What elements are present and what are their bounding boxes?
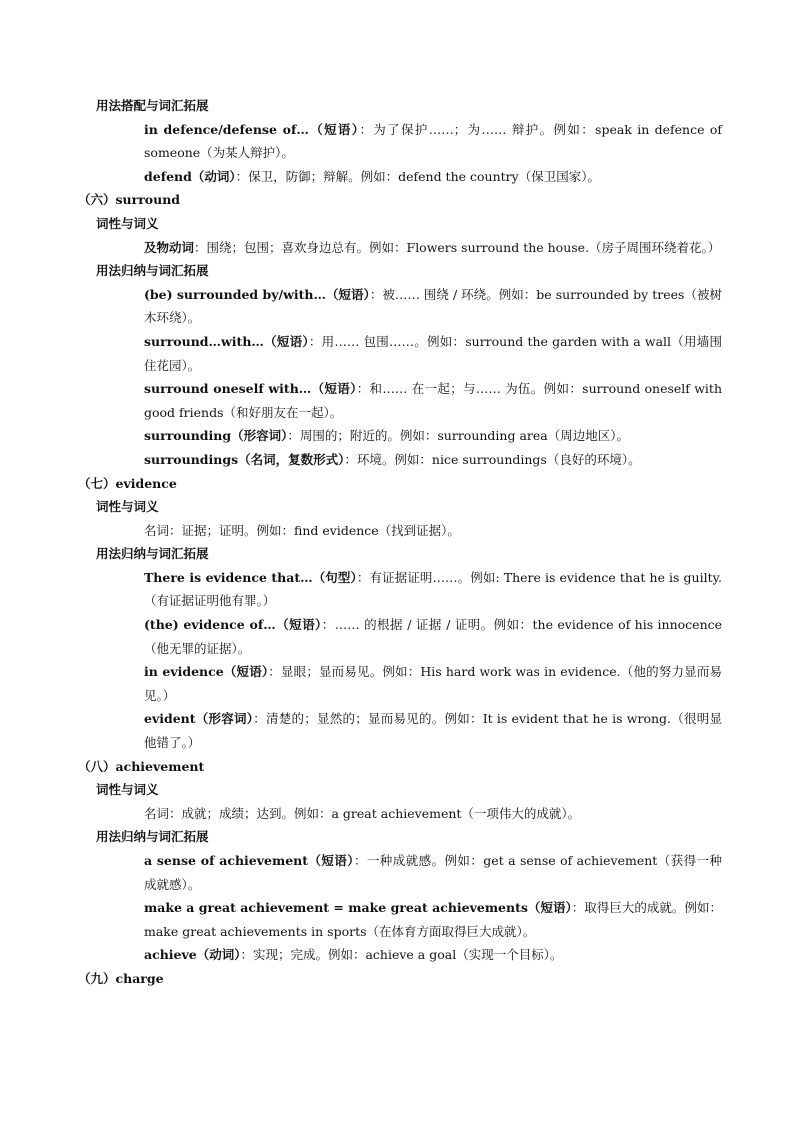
subsection-heading: 词性与词义: [96, 215, 159, 231]
entry-term: There is evidence that…（句型）: [144, 569, 357, 585]
entry-definition: ：和…… 在一起；与…… 为伍。例如：surround oneself with good friends（和好朋友在一起）。: [144, 381, 723, 420]
section-heading: （七）evidence: [78, 475, 177, 491]
entry-paragraph: [78, 943, 722, 967]
entry-paragraph: [78, 802, 722, 826]
entry-term: defend（动词）: [144, 168, 236, 184]
entry-paragraph: [78, 519, 722, 543]
subsection-heading: 用法归纳与词汇拓展: [96, 546, 209, 562]
entry-paragraph: [78, 330, 722, 377]
section-heading: （六）surround: [78, 192, 181, 208]
entry-paragraph: [78, 566, 722, 613]
entry-term: 及物动词: [144, 239, 195, 255]
section-heading: （九）charge: [78, 970, 164, 986]
entry-paragraph: [78, 849, 722, 896]
entry-paragraph: [78, 707, 722, 754]
entry-paragraph: [78, 283, 722, 330]
subsection-heading: 用法归纳与词汇拓展: [96, 829, 209, 845]
entry-paragraph: [78, 896, 722, 943]
entry-term: surroundings（名词，复数形式）: [144, 451, 345, 467]
entry-term: (be) surrounded by/with…（短语）: [144, 286, 370, 302]
entry-definition: ：显眼；显而易见。例如：His hard work was in evidence.（他的努力显而易见。）: [144, 664, 722, 703]
entry-definition: ：清楚的；显然的；显而易见的。例如：It is evident that he is wrong.（很明显他错了。）: [144, 711, 722, 751]
entry-definition: ：取得巨大的成就。例如：make great achievements in sports（在体育方面取得巨大成就）。: [144, 900, 722, 939]
entry-definition: ：一种成就感。例如：get a sense of achievement（获得一种成就感）。: [144, 853, 722, 892]
entry-term: surrounding（形容词）: [144, 428, 288, 444]
entry-paragraph: [78, 424, 722, 448]
entry-term: (the) evidence of…（短语）: [144, 617, 322, 633]
entry-definition: ：围绕；包围；喜欢身边总有。例如：Flowers surround the house.（房子周围环绕着花。）: [194, 239, 721, 255]
entry-definition: ：保卫，防御；辩解。例如：defend the country（保卫国家）。: [235, 168, 600, 184]
entry-definition: ：为了保护……；为…… 辩护。例如：speak in defence of someone（为某人辩护）。: [144, 121, 722, 161]
entry-paragraph: [78, 236, 722, 260]
entry-definition: ：有证据证明……。例如: There is evidence that he is guilty.（有证据证明他有罪。）: [144, 569, 722, 609]
entry-term: in evidence（短语）: [144, 664, 269, 680]
entry-paragraph: [78, 613, 722, 660]
subsection-heading: 用法搭配与词汇拓展: [96, 98, 209, 113]
entry-term: a sense of achievement（短语）: [144, 853, 354, 868]
entry-definition: 名词：成就；成绩；达到。例如：a great achievement（一项伟大的成就）。: [144, 805, 581, 821]
entry-term: make a great achievement = make great achievements（短语）: [144, 900, 572, 916]
entry-definition: ：用…… 包围……。例如：surround the garden with a wall（用墙围住花园）。: [144, 333, 722, 373]
entry-definition: 名词：证据；证明。例如：find evidence（找到证据）。: [144, 522, 460, 538]
entry-paragraph: [78, 660, 722, 707]
entry-definition: ：周围的；附近的。例如：surrounding area（周边地区）。: [287, 428, 629, 444]
entry-paragraph: [78, 165, 722, 189]
entry-term: surround…with…（短语）: [144, 333, 309, 349]
subsection-heading: 词性与词义: [96, 499, 159, 515]
subsection-heading: 词性与词义: [96, 782, 159, 798]
entry-definition: ：…… 的根据 / 证据 / 证明。例如：the evidence of his innocence（他无罪的证据）。: [144, 617, 723, 656]
entry-definition: ：环境。例如：nice surroundings（良好的环境）。: [344, 451, 641, 467]
document-content: [78, 94, 722, 991]
entry-term: in defence/defense of…（短语）: [144, 121, 360, 137]
entry-term: surround oneself with…（短语）: [144, 381, 357, 397]
entry-paragraph: [78, 448, 722, 472]
entry-term: achieve（动词）: [144, 947, 241, 963]
subsection-heading: 用法归纳与词汇拓展: [96, 263, 209, 279]
section-heading: （八）achievement: [78, 758, 205, 774]
entry-definition: ：被…… 围绕 / 环绕。例如：be surrounded by trees（被树木环绕）。: [144, 286, 722, 326]
entry-paragraph: [78, 118, 722, 165]
entry-definition: ：实现；完成。例如：achieve a goal（实现一个目标）。: [240, 947, 563, 963]
entry-paragraph: [78, 377, 722, 424]
entry-term: evident（形容词）: [144, 711, 254, 727]
